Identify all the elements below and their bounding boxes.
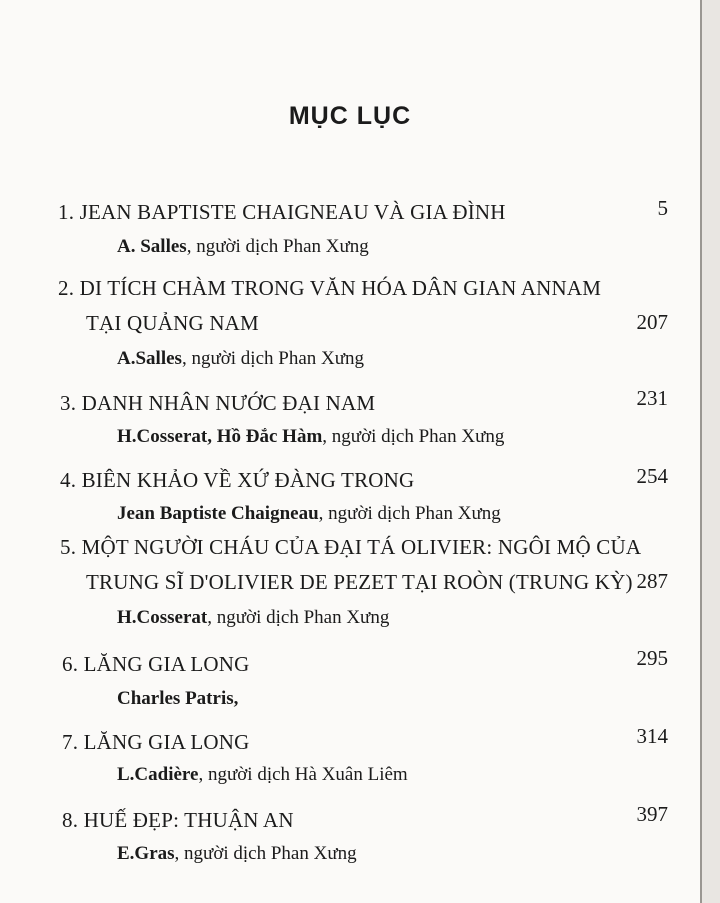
page-number: 287	[636, 569, 668, 593]
page-number: 397	[636, 802, 668, 826]
entry-title-continued: TRUNG SĨ D'OLIVIER DE PEZET TẠI ROÒN (TRUNG KỲ)	[86, 570, 633, 594]
translator-note: , người dịch Phan Xưng	[186, 236, 369, 257]
page-number: 314	[636, 724, 668, 748]
page-number: 254	[636, 464, 668, 488]
entry-title: 1. JEAN BAPTISTE CHAIGNEAU VÀ GIA ĐÌNH	[58, 200, 506, 224]
translator-note: , người dịch Hà Xuân Liêm	[198, 764, 408, 785]
entry-author-line	[117, 607, 389, 629]
translator-note: , người dịch Phan Xưng	[207, 607, 390, 628]
entry-title: 3. DANH NHÂN NƯỚC ĐẠI NAM	[60, 391, 376, 415]
entry-title: 8. HUẾ ĐẸP: THUẬN AN	[62, 808, 294, 832]
page-number: 207	[636, 310, 668, 334]
page-number: 231	[636, 386, 668, 410]
entry-author-line	[117, 236, 369, 258]
entry-title: 4. BIÊN KHẢO VỀ XỨ ĐÀNG TRONG	[60, 468, 415, 492]
entry-author-line	[117, 503, 501, 525]
page-number: 295	[636, 646, 668, 670]
author-name: A. Salles	[117, 236, 187, 257]
author-name: H.Cosserat, Hồ Đắc Hàm	[117, 426, 323, 447]
entry-title: 6. LĂNG GIA LONG	[62, 652, 250, 676]
author-name: A.Salles	[117, 348, 182, 369]
page-title: MỤC LỤC	[288, 102, 412, 130]
author-name: L.Cadière	[117, 764, 199, 785]
page-number: 5	[657, 196, 668, 220]
page-edge-shadow	[700, 0, 720, 903]
entry-title: 2. DI TÍCH CHÀM TRONG VĂN HÓA DÂN GIAN ANNAM	[58, 276, 602, 300]
entry-author-line	[117, 426, 504, 448]
translator-note: , người dịch Phan Xưng	[181, 348, 365, 369]
entry-title: 7. LĂNG GIA LONG	[62, 730, 250, 754]
entry-author-line	[117, 348, 364, 370]
author-name: Jean Baptiste Chaigneau	[117, 503, 319, 524]
translator-note: , người dịch Phan Xưng	[322, 426, 505, 447]
entry-author-line	[117, 688, 238, 710]
translator-note: , người dịch Phan Xưng	[174, 843, 357, 864]
author-name: H.Cosserat	[117, 607, 208, 628]
author-name: Charles Patris,	[117, 688, 239, 709]
entry-author-line	[117, 764, 408, 786]
entry-author-line	[117, 843, 357, 865]
translator-note: , người dịch Phan Xưng	[318, 503, 501, 524]
entry-title: 5. MỘT NGƯỜI CHÁU CỦA ĐẠI TÁ OLIVIER: NGÔI MỘ CỦA	[60, 535, 642, 559]
author-name: E.Gras	[117, 843, 175, 864]
entry-title-continued: TẠI QUẢNG NAM	[86, 311, 259, 335]
